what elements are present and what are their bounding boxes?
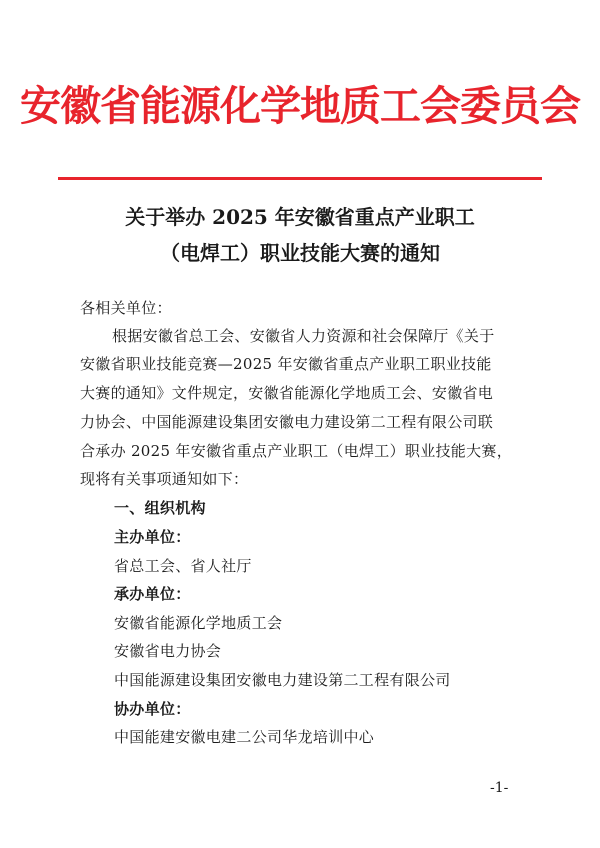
organizer-label: 承办单位： — [114, 585, 191, 603]
paragraph-line: 力协会、中国能源建设集团安徽电力建设第二工程有限公司联 — [80, 413, 494, 431]
letterhead-title: 安徽省能源化学地质工会委员会 — [20, 82, 580, 130]
section-heading: 一、组织机构 — [114, 499, 206, 517]
document-title-line-2: （电焊工）职业技能大赛的通知 — [160, 241, 440, 265]
organizer-unit: 安徽省电力协会 — [114, 642, 222, 660]
paragraph-line: 大赛的通知》文件规定，安徽省能源化学地质工会、安徽省电 — [80, 384, 494, 402]
paragraph-line: 合承办 2025 年安徽省重点产业职工（电焊工）职业技能大赛， — [80, 442, 513, 460]
host-label: 主办单位： — [114, 528, 191, 546]
organizer-unit: 安徽省能源化学地质工会 — [114, 614, 283, 632]
paragraph-line: 根据安徽省总工会、安徽省人力资源和社会保障厅《关于 — [112, 327, 495, 345]
co-organizer-label: 协办单位： — [114, 700, 191, 718]
page-number: -1- — [490, 780, 509, 796]
host-unit: 省总工会、省人社厅 — [114, 557, 252, 575]
organizer-unit: 中国能源建设集团安徽电力建设第二工程有限公司 — [114, 671, 451, 689]
document-title-line-1: 关于举办 2025 年安徽省重点产业职工 — [125, 205, 475, 229]
paragraph-line: 安徽省职业技能竞赛—2025 年安徽省重点产业职工职业技能 — [80, 355, 492, 373]
co-organizer-unit: 中国能建安徽电建二公司华龙培训中心 — [114, 728, 375, 746]
salutation: 各相关单位： — [80, 299, 172, 317]
letterhead-red-rule — [58, 177, 542, 180]
paragraph-line: 现将有关事项通知如下： — [80, 470, 249, 488]
